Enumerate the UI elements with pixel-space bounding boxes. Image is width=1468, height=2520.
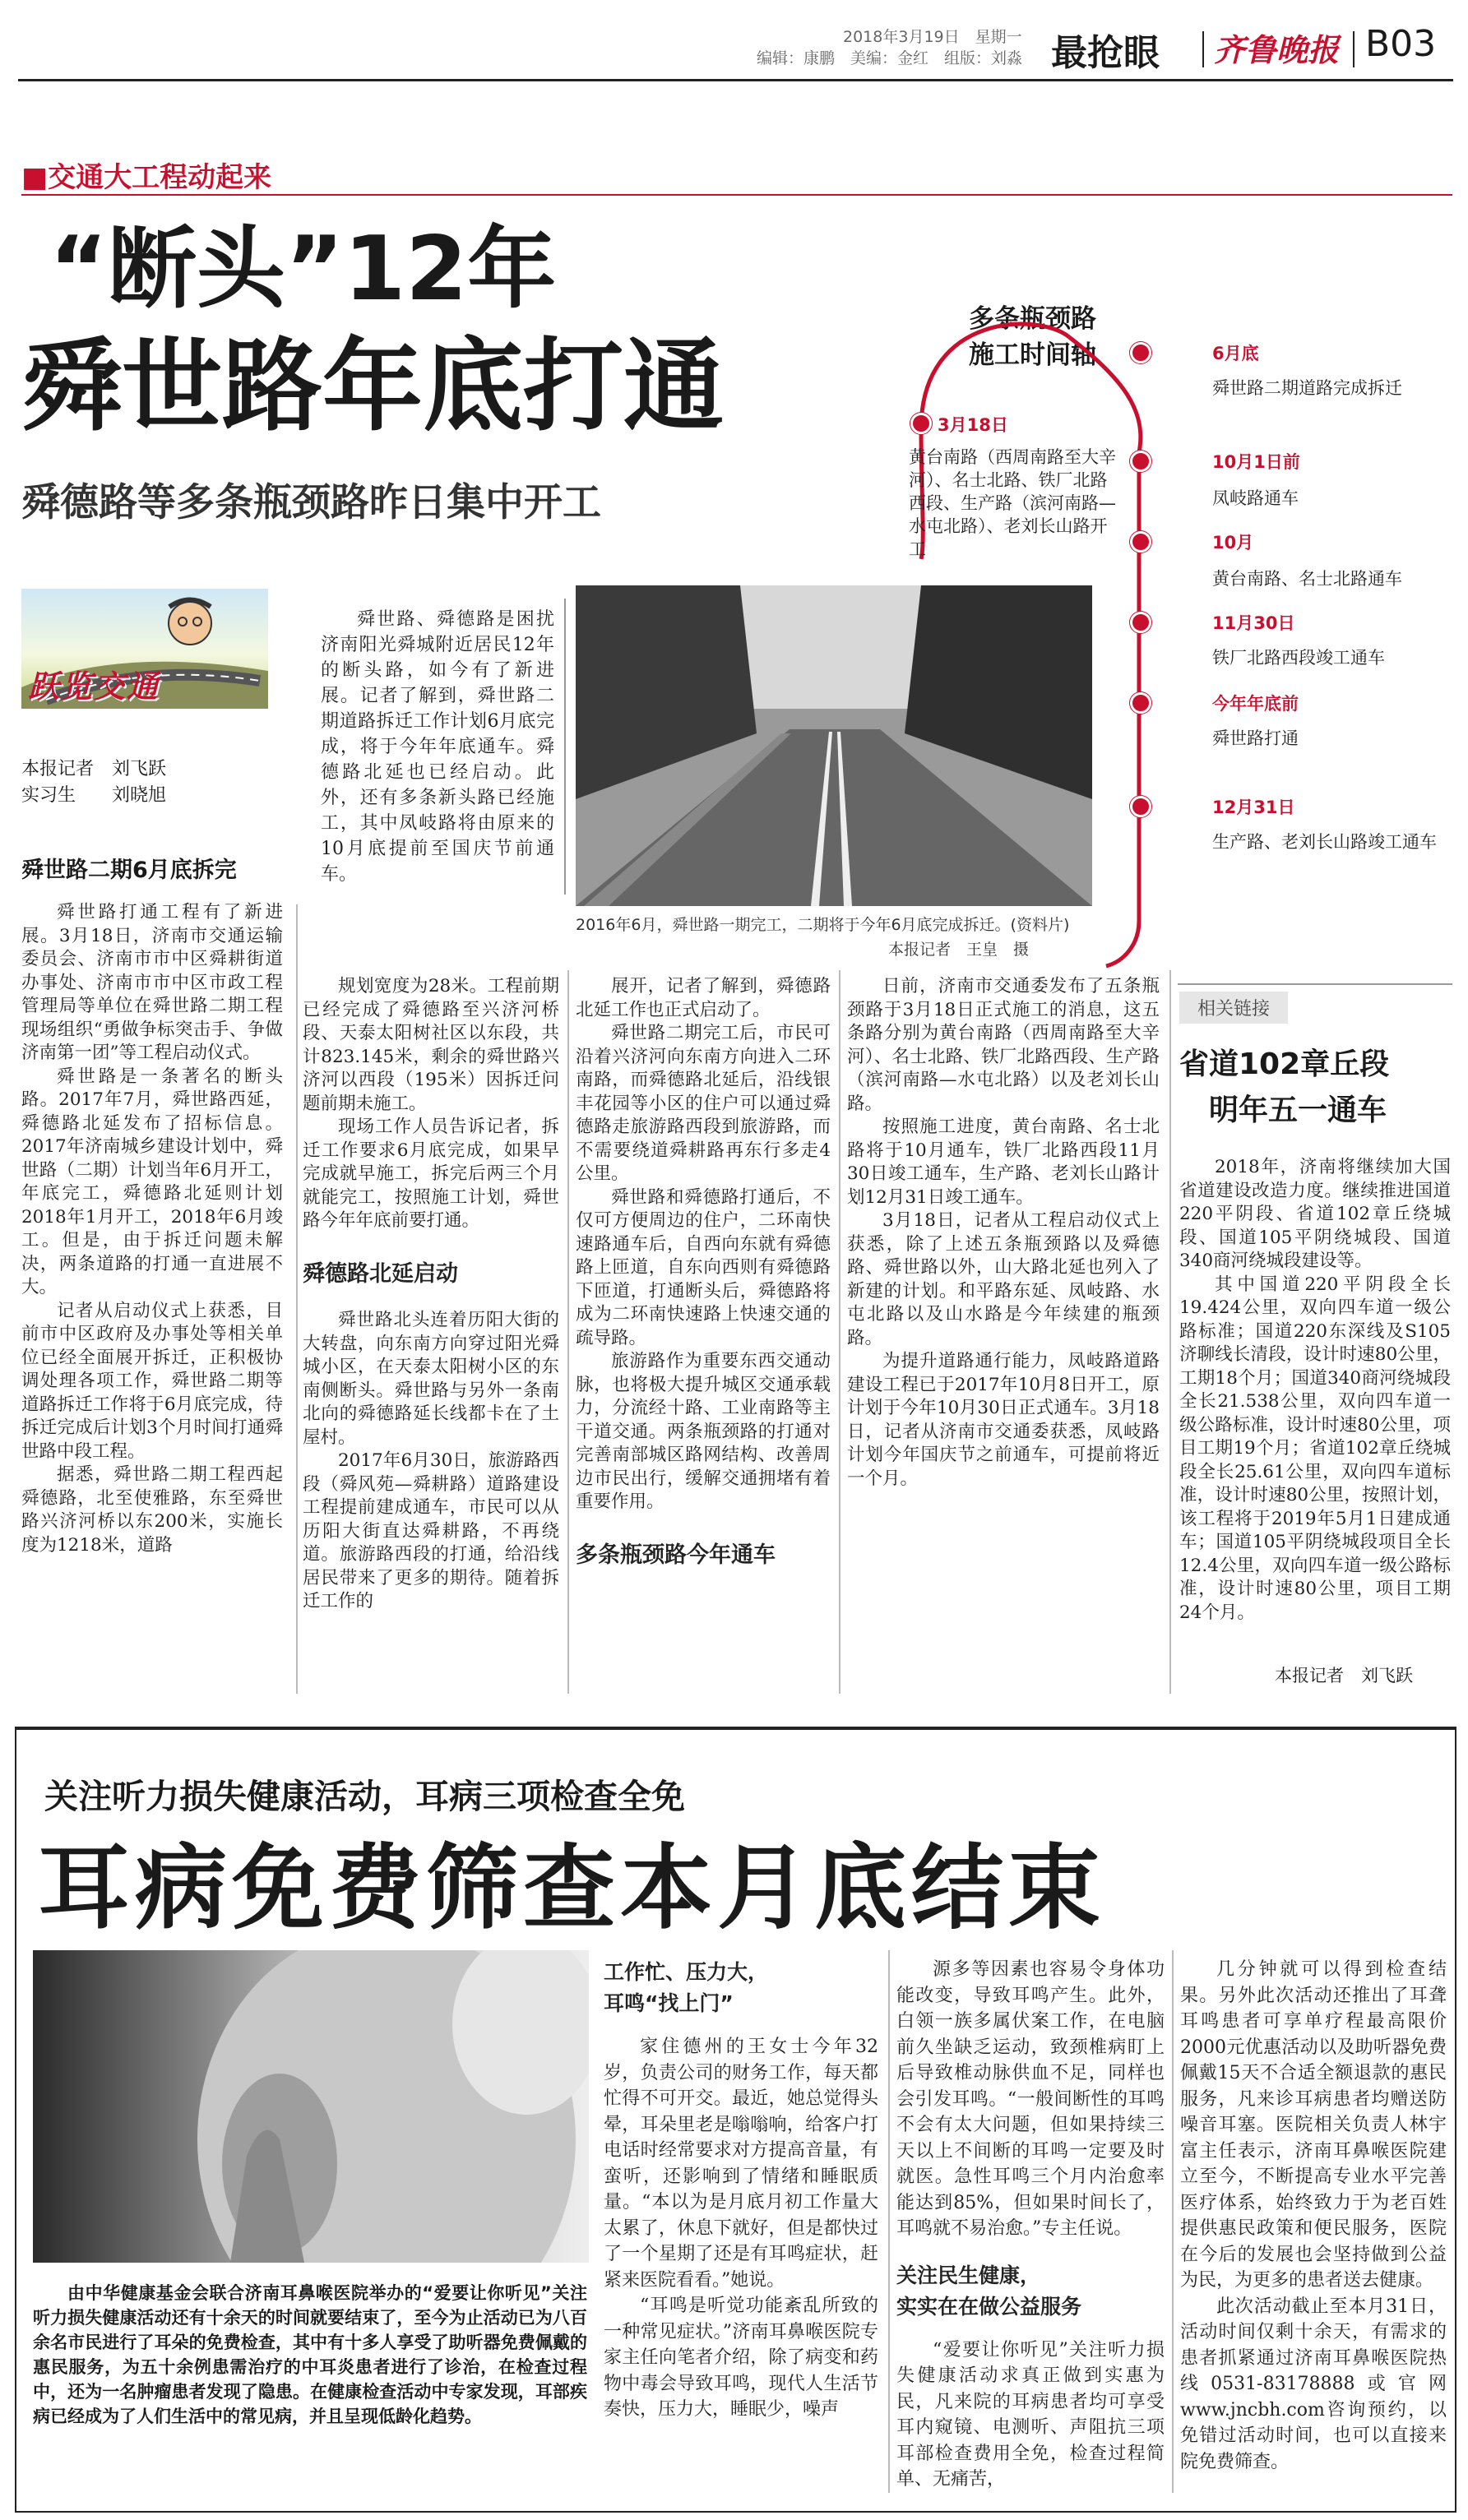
timeline-title-line1: 多条瓶颈路	[969, 304, 1096, 334]
story1-col4	[847, 975, 1160, 1491]
subhead-bottleneck-roads: 多条瓶颈路今年通车	[576, 1542, 776, 1568]
header-rule	[18, 79, 1453, 81]
paragraph: 家住德州的王女士今年32岁，负责公司的财务工作，每天都忙得不可开交。最近，她总觉得头晕，耳朵里老是嗡嗡响，给客户打电话时经常要求对方提高音量，有蛮听，还影响到了情绪和睡眠质量。“本以为是月底月初工作量大太累了，休息下就好，但是都快过了一个星期了还是有耳鸣症状，赶紧来医院看看。”她说。	[604, 2037, 878, 2291]
timeline-event: 舜世路二期道路完成拆迁	[1212, 378, 1402, 398]
subhead-public-service	[896, 2260, 1165, 2323]
story1-col3	[576, 975, 831, 1567]
section-kicker: ■交通大工程动起来	[21, 161, 272, 194]
subtitle: 舜德路等多条瓶颈路昨日集中开工	[21, 480, 601, 525]
byline-name: 刘晓旭	[112, 785, 167, 806]
timeline-event: 铁厂北路西段竣工通车	[1212, 648, 1385, 668]
timeline-title-line2: 施工时间轴	[969, 340, 1096, 370]
sidebar-title-line1: 省道102章丘段	[1179, 1047, 1390, 1081]
paragraph: 2018年，济南将继续加大国省道建设改造力度。继续推进国道220平阴段、省道102章丘绕城段、国道105平阴绕城段、国道340商河绕城段建设等。	[1179, 1157, 1451, 1271]
kicker-rule	[21, 194, 1452, 196]
sidebar-body	[1179, 1156, 1451, 1625]
timeline-date: 10月1日前	[1212, 452, 1300, 472]
paragraph: 源多等因素也容易令身体功能改变，导致耳鸣产生。此外，白领一族多属伏案工作，在电脑前久坐缺乏运动，致颈椎病盯上后导致椎动脉供血不足，同样也会引发耳鸣。“一般间断性的耳鸣不会有太大问题，但如果持续三天以上不间断的耳鸣一定要及时就医。急性耳鸣三个月内治愈率能达到85%，但如果时间长了，耳鸣就不易治愈。”专主任说。	[896, 1959, 1165, 2239]
paragraph: “耳鸣是听觉功能紊乱所致的一种常见症状。”济南耳鼻喉医院专家主任向笔者介绍，除了病变和药物中毒会导致耳鸣，现代人生活节奏快，压力大，睡眠少，噪声	[604, 2296, 878, 2420]
lede-text	[321, 607, 554, 887]
logo-text: 跃览交通	[28, 668, 160, 705]
column-rule	[888, 1950, 890, 2493]
paragraph: 舜世路北头连着历阳大街的大转盘，向东南方向穿过阳光舜城小区，在天泰太阳树小区的东南侧断头。舜世路与另外一条南北向的舜德路延长线都卡在了土屋村。	[303, 1310, 559, 1448]
timeline-dot	[1130, 692, 1151, 714]
paragraph: 展开，记者了解到，舜德路北延工作也正式启动了。	[576, 976, 831, 1020]
sidebar-tag: 相关链接	[1179, 992, 1288, 1024]
story1-col2	[303, 975, 559, 1614]
story2-col2	[896, 1957, 1165, 2493]
story2-col3	[1180, 1957, 1447, 2475]
subhead-line: 工作忙、压力大，	[604, 1960, 769, 1984]
headline-line2: 舜世路年底打通	[21, 328, 724, 445]
byline-label: 实习生	[21, 785, 76, 806]
byline-intern	[21, 781, 166, 807]
paragraph: 现场工作人员告诉记者，拆迁工作要求6月底完成，如果早完成就早施工，拆完后两三个月就能完工，按照施工计划，舜世路今年年底前要打通。	[303, 1117, 559, 1231]
paragraph: 舜世路二期完工后，市民可沿着兴济河向东南方向进入二环南路，而舜德路北延后，沿线银丰花园等小区的住户可以通过舜德路走旅游路西段到旅游路，而不需要绕道舜耕路再东行多走4公里。	[576, 1023, 831, 1184]
lede-paragraph: 舜世路、舜德路是困扰济南阳光舜城附近居民12年的断头路，如今有了新进展。记者了解到，舜世路二期道路拆迁工作计划6月底完成，将于今年年底通车。舜德路北延也已经启动。此外，还有多条新头路已经施工，其中凤岐路将由原来的10月底提前至国庆节前通车。	[321, 609, 554, 885]
column-rule	[567, 970, 569, 1694]
timeline-dot	[1130, 451, 1151, 472]
timeline-date: 今年年底前	[1212, 694, 1299, 714]
timeline-date: 12月31日	[1212, 798, 1295, 817]
timeline-event: 舜世路打通	[1212, 728, 1299, 748]
story2-headline: 耳病免费筛查本月底结束	[38, 1835, 1105, 1942]
timeline-dot	[1130, 342, 1151, 363]
paragraph: 按照施工进度，黄台南路、名士北路将于10月通车，铁厂北路西段11月30日竣工通车，生产路、老刘长山路计划12月31日竣工通车。	[847, 1117, 1160, 1208]
sidebar-title-line2: 明年五一通车	[1209, 1094, 1387, 1127]
paragraph: 几分钟就可以得到检查结果。另外此次活动还推出了耳聋耳鸣患者可享单疗程最高限价2000元优惠活动以及助听器免费佩戴15天不合适全额退款的惠民服务，凡来诊耳病患者均赠送防噪音耳塞。医院相关负责人林宇富主任表示，济南耳鼻喉医院建立至今，不断提高专业水平完善医疗体系，始终致力于为老百姓提供惠民政策和便民服务，医院在今后的发展也会坚持做到公益为民，为更多的患者送去健康。	[1180, 1959, 1447, 2291]
paragraph: 据悉，舜世路二期工程西起舜德路，北至使雅路，东至舜世路兴济河桥以东200米，实施长度为1218米，道路	[21, 1464, 283, 1556]
byline-label: 本报记者	[1275, 1666, 1344, 1685]
subhead-line: 关注民生健康，	[896, 2263, 1041, 2287]
byline-label: 本报记者	[21, 759, 95, 779]
column-rule	[296, 904, 298, 1694]
paragraph: 3月18日，记者从工程启动仪式上获悉，除了上述五条瓶颈路以及舜德路、舜世路以外，山大路北延也列入了新建的计划。和平路东延、凤岐路、水屯北路以及山水路是今年续建的瓶颈路。	[847, 1210, 1160, 1348]
paragraph: 为提升道路通行能力，凤岐路道路建设工程已于2017年10月8日开工，原计划于今年10月30日正式通车。3月18日，记者从济南市交通委获悉，凤岐路计划今年国庆节之前通车，可提前将近一个月。	[847, 1351, 1160, 1489]
paragraph: 舜世路和舜德路打通后，不仅可方便周边的住户，二环南快速路通车后，自西向东就有舜德路上匝道，自东向西则有舜德路下匝道，打通断头后，舜德路将成为二环南快速路上快速交通的疏导路。	[576, 1186, 831, 1348]
byline-name: 刘飞跃	[1361, 1666, 1413, 1685]
credit-label: 本报记者	[888, 941, 952, 959]
subhead-tinnitus	[604, 1957, 878, 2019]
timeline-curve	[876, 247, 1155, 987]
timeline-date: 3月18日	[938, 415, 1008, 435]
headline-line1: “断头”12年	[49, 218, 557, 321]
story2-kicker: 关注听力损失健康活动，耳病三项检查全免	[44, 1777, 685, 1816]
byline-reporter	[21, 755, 166, 780]
sidebar-byline	[1275, 1662, 1413, 1687]
timeline-event: 黄台南路（西周南路至大辛河）、名士北路、铁厂北路西段、生产路（滨河南路—水屯北路）、老刘长山路开工	[909, 447, 1116, 559]
timeline-date: 6月底	[1212, 344, 1259, 363]
paragraph: 日前，济南市交通委发布了五条瓶颈路于3月18日正式施工的消息，这五条路分别为黄台南路（西周南路至大辛河）、名士北路、铁厂北路西段、生产路（滨河南路—水屯北路）以及老刘长山路。	[847, 976, 1160, 1114]
paragraph: 记者从启动仪式上获悉，目前市中区政府及办事处等相关单位已经全面展开拆迁，正积极协调处理各项工作，舜世路二期等道路拆迁工作将于6月底完成，待拆迁完成后计划3个月时间打通舜世路中段工程。	[21, 1300, 283, 1462]
paragraph: 其中国道220平阴段全长19.424公里，双向四车道一级公路标准；国道220东深线及S105济聊线长清段，设计时速80公里，工期18个月；国道340商河绕城段全长21.538公里，双向四车道一级公路标准，设计时速80公里，项目工期19个月；省道102章丘绕城段全长25.61公里，双向四车道标准，设计时速80公里，按照计划，该工程将于2019年5月1日建成通车；国道105平阴绕城段项目全长12.4公里，双向四车道一级公路标准，设计时速80公里，项目工期24个月。	[1179, 1274, 1451, 1623]
story1-col1	[21, 901, 283, 1557]
timeline-event: 黄台南路、名士北路通车	[1212, 569, 1402, 589]
paragraph: 2017年6月30日，旅游路西段（舜风苑—舜耕路）道路建设工程提前建成通车，市民可以从历阳大街直达舜耕路，不再绕道。旅游路西段的打通，给沿线居民带来了更多的期待。随着拆迁工作的	[303, 1450, 559, 1611]
photo-caption: 2016年6月，舜世路一期完工，二期将于今年6月底完成拆迁。(资料片)	[576, 916, 1070, 934]
header-divider	[1202, 31, 1204, 67]
story2-col1	[604, 1957, 878, 2423]
page-number: B03	[1365, 23, 1437, 65]
column-rule	[839, 970, 841, 1694]
story2-caption: 由中华健康基金会联合济南耳鼻喉医院举办的“爱要让你听见”关注听力损失健康活动还有十余天的时间就要结束了，至今为止活动已为八百余名市民进行了耳朵的免费检查，其中有十多人享受了助听器免费佩戴的惠民服务，为五十余例患需治疗的中耳炎患者进行了诊治，在检查过程中，还为一名肿瘤患者发现了隐患。在健康检查活动中专家发现，耳部疾病已经成为了人们生活中的常见病，并且呈现低龄化趋势。	[33, 2283, 587, 2426]
ear-photo	[33, 1950, 589, 2263]
ear-photo-image	[33, 1950, 589, 2263]
column-rule	[1172, 1950, 1174, 2493]
column-rule	[1169, 970, 1171, 1694]
paragraph: 此次活动截止至本月31日，活动时间仅剩十余天，有需求的患者抓紧通过济南耳鼻喉医院热线0531-83178888或官网www.jncbh.com咨询预约，以免错过活动时间，也可以直接来院免费筛查。	[1180, 2296, 1447, 2472]
paragraph: 旅游路作为重要东西交通动脉，也将极大提升城区交通承载力，分流经十路、工业南路等主干道交通。两条瓶颈路的打通对完善南部城区路网结构、改善周边市民出行，缓解交通拥堵有着重要作用。	[576, 1351, 831, 1512]
timeline-event: 凤岐路通车	[1212, 488, 1299, 508]
paragraph: 舜世路打通工程有了新进展。3月18日，济南市交通运输委员会、济南市市中区舜耕街道办事处、济南市市中区市政工程管理局等单位在舜世路二期工程现场组织“勇做争标突击手、争做济南第一团”等工程启动仪式。	[21, 902, 283, 1063]
subhead-north-extension: 舜德路北延启动	[303, 1260, 458, 1287]
timeline-date: 10月	[1212, 533, 1254, 553]
timeline-dot	[1130, 531, 1151, 553]
timeline-date: 11月30日	[1212, 613, 1295, 633]
section-title: 最抢眼	[1051, 32, 1160, 74]
paper-name: 齐鲁晚报	[1214, 31, 1340, 68]
header-divider-2	[1353, 31, 1355, 67]
paragraph: 舜世路是一条著名的断头路。2017年7月，舜世路西延，舜德路北延发布了招标信息。2017年济南城乡建设计划中，舜世路（二期）计划当年6月开工，年底完工，舜德路北延则计划2018年1月开工，2018年6月竣工。但是，由于拆迁问题未解决，两条道路的打通一直进展不大。	[21, 1066, 283, 1297]
byline-name: 刘飞跃	[112, 759, 167, 779]
column-logo	[21, 589, 268, 709]
subhead-line: 实实在在做公益服务	[896, 2294, 1082, 2319]
timeline-dot	[910, 413, 932, 434]
subhead-line: 耳鸣“找上门”	[604, 1991, 734, 2015]
credit-name: 王皇 摄	[966, 941, 1030, 959]
timeline-dot	[1130, 796, 1151, 817]
paragraph: 规划宽度为28米。工程前期已经完成了舜德路至兴济河桥段、天泰太阳树社区以东段，共计823.145米，剩余的舜世路兴济河以西段（195米）因拆迁问题前期未施工。	[303, 976, 559, 1114]
paragraph: “爱要让你听见”关注听力损失健康活动求真正做到实惠为民，凡来院的耳病患者均可享受耳内窥镜、电测听、声阻抗三项耳部检查费用全免，检查过程简单、无痛苦，	[896, 2339, 1165, 2490]
timeline-dot	[1130, 612, 1151, 633]
sidebar-top-rule	[1178, 983, 1452, 985]
timeline-event: 生产路、老刘长山路竣工通车	[1212, 832, 1437, 852]
editors-line: 编辑：康鹏 美编：金红 组版：刘淼	[757, 49, 1023, 67]
date-line: 2018年3月19日 星期一	[843, 28, 1022, 46]
lede-box	[321, 599, 566, 895]
subhead-schedule: 舜世路二期6月底拆完	[21, 858, 237, 883]
